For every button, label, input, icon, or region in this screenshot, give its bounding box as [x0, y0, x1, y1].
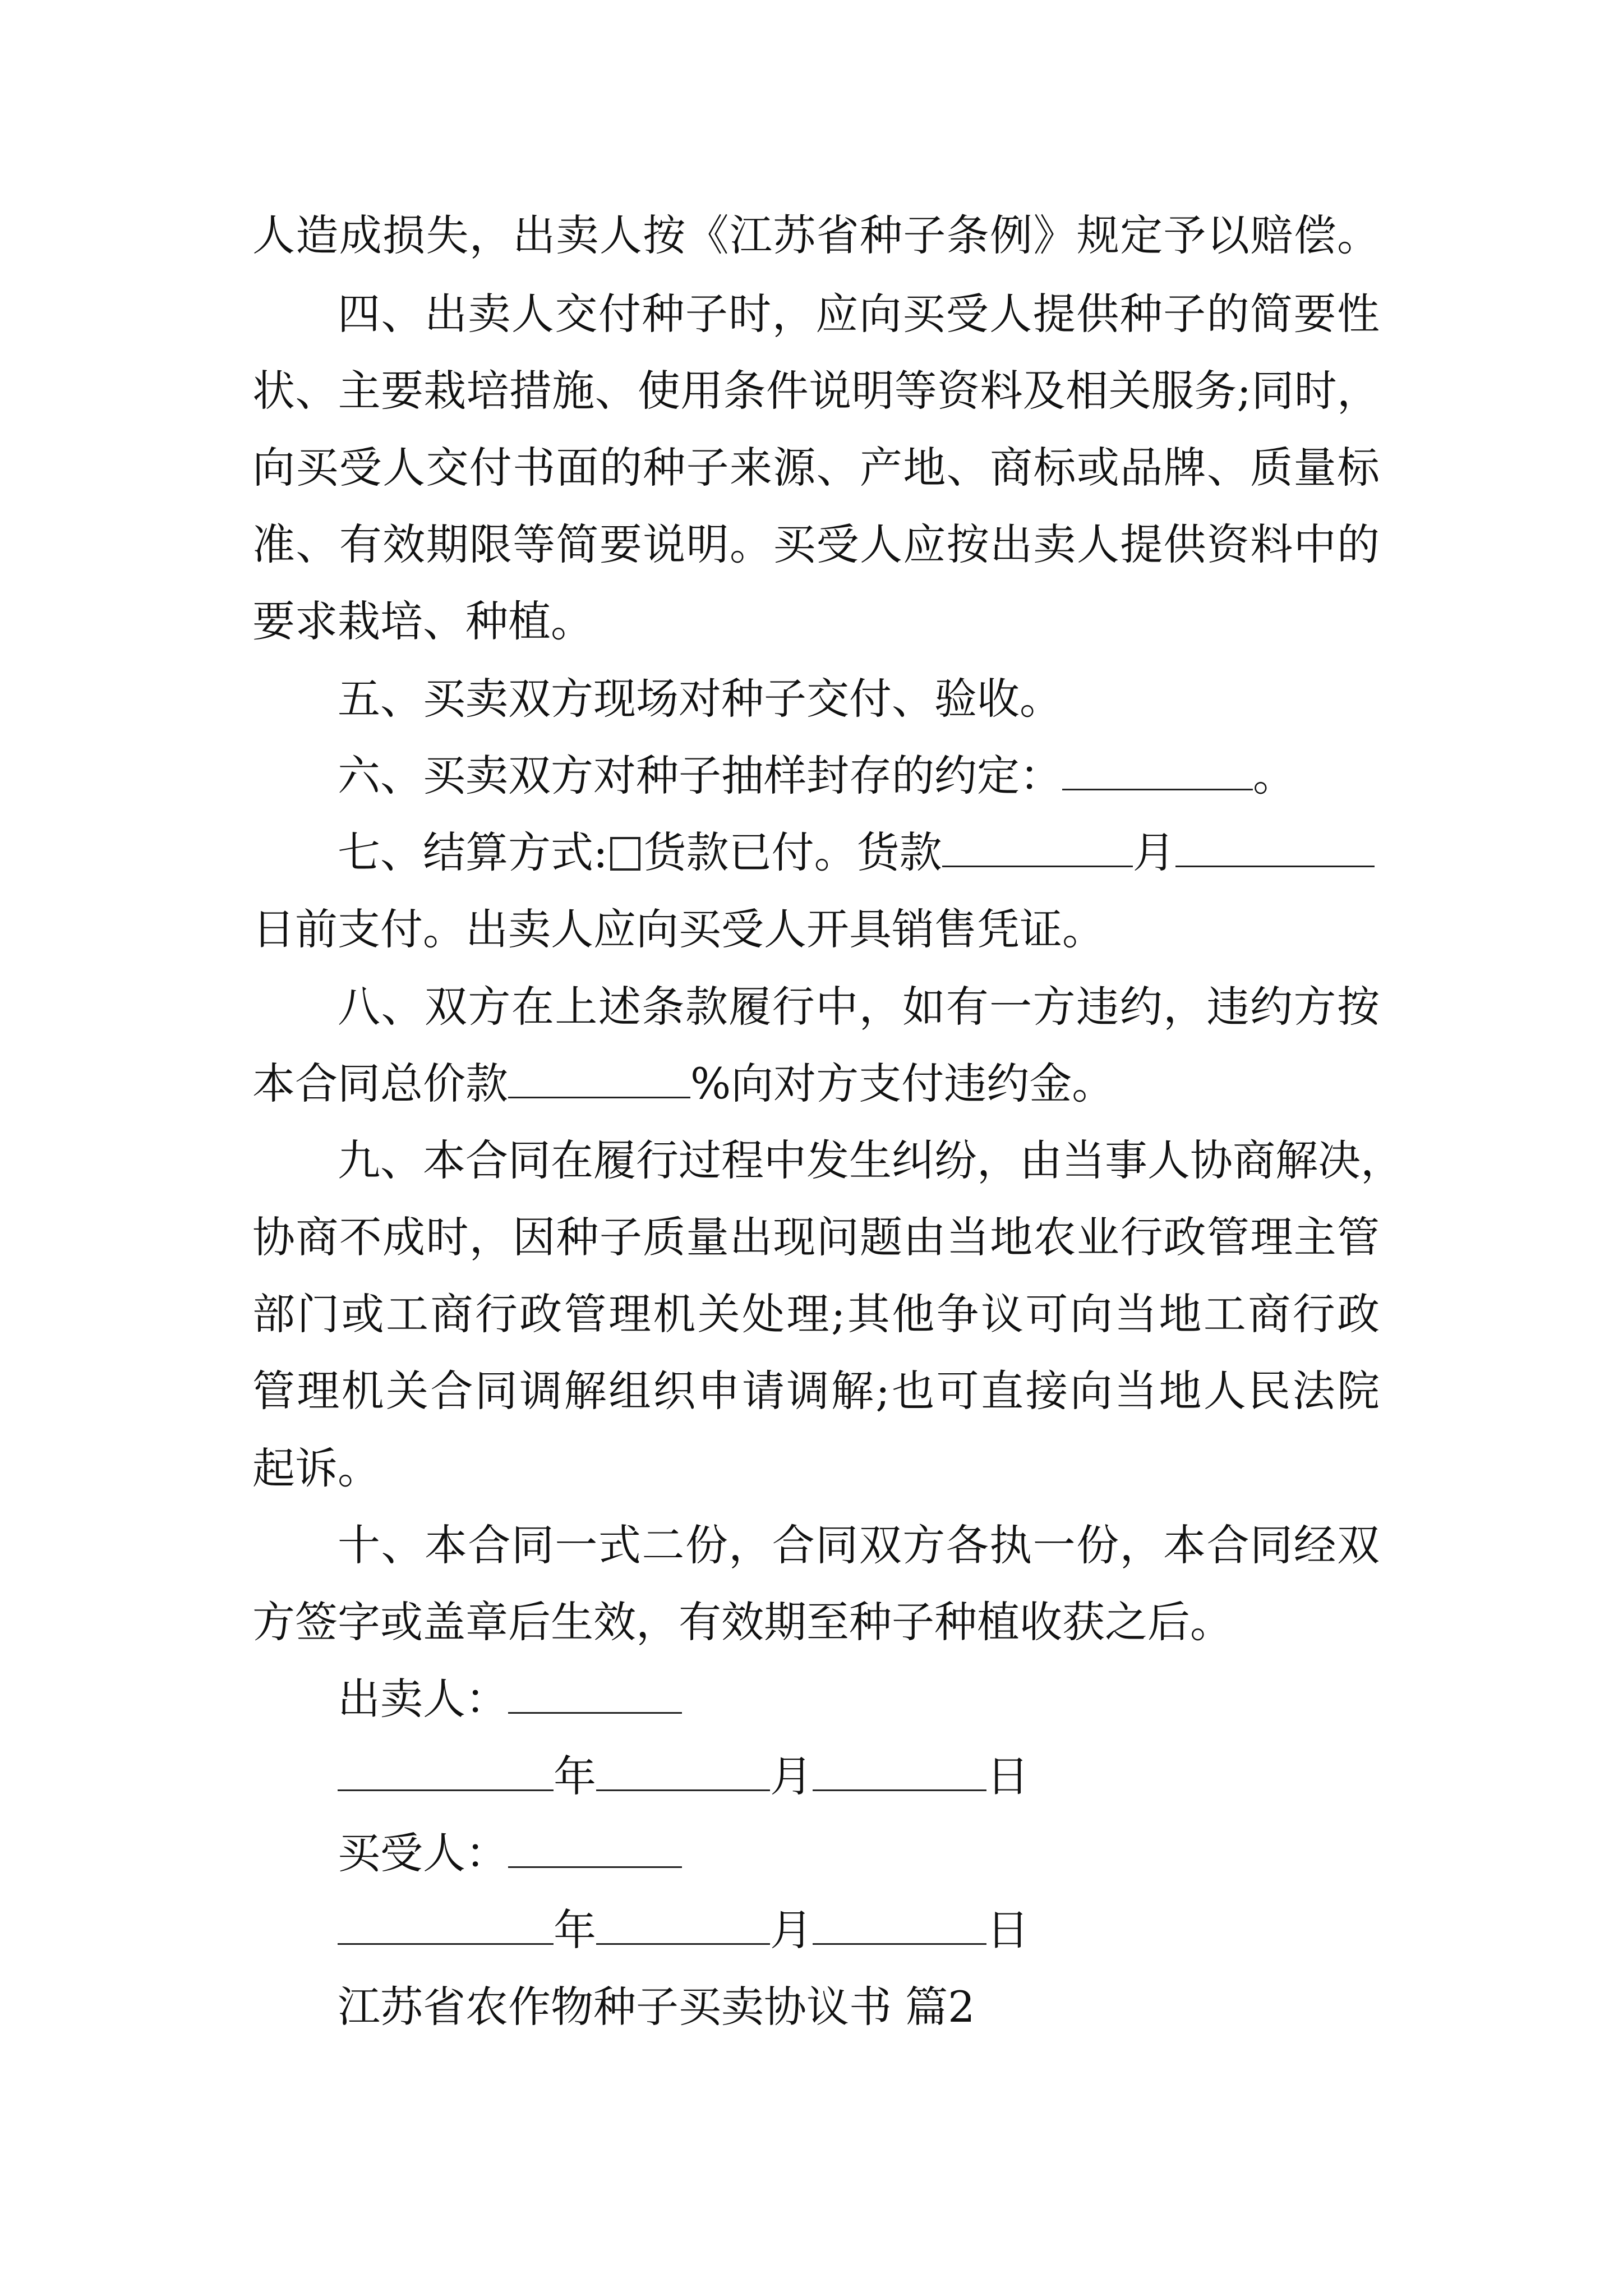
- clause-7-label: 七、结算方式:: [338, 827, 608, 877]
- paragraph-line: 起诉。: [252, 1443, 380, 1493]
- paragraph-line: 协商不成时，因种子质量出现问题由当地农业行政管理主管: [252, 1212, 1380, 1262]
- paragraph-line: 方签字或盖章后生效，有效期至种子种植收获之后。: [252, 1597, 1233, 1647]
- sealing-agreement-blank[interactable]: [1062, 745, 1253, 790]
- seller-year-blank[interactable]: [338, 1746, 554, 1791]
- clause-10-line: 十、本合同一式二份，合同双方各执一份，本合同经双: [338, 1520, 1380, 1570]
- clause-7-line: [338, 819, 1375, 886]
- clause-4-line: 四、出卖人交付种子时，应向买受人提供种子的简要性: [338, 289, 1380, 339]
- paragraph-line: 部门或工商行政管理机关处理;其他争议可向当地工商行政: [252, 1289, 1380, 1339]
- clause-6-end: 。: [1253, 751, 1295, 800]
- payment-month-blank[interactable]: [942, 822, 1133, 867]
- clause-9-line: 九、本合同在履行过程中发生纠纷，由当事人协商解决，: [338, 1135, 1403, 1185]
- clause-6-text: 六、买卖双方对种子抽样封存的约定：: [338, 751, 1062, 800]
- buyer-month-blank[interactable]: [596, 1899, 770, 1945]
- day-label: 日: [986, 1751, 1029, 1801]
- seller-month-blank[interactable]: [596, 1746, 770, 1791]
- buyer-date-line: [338, 1897, 1029, 1964]
- seller-day-blank[interactable]: [813, 1746, 986, 1791]
- seller-label: 出卖人：: [338, 1674, 508, 1724]
- paragraph-line: 准、有效期限等简要说明。买受人应按出卖人提供资料中的: [252, 519, 1380, 569]
- paragraph-line: 状、主要栽培措施、使用条件说明等资料及相关服务;同时，: [252, 366, 1380, 416]
- clause-8-before: 本合同总价款: [252, 1059, 508, 1108]
- month-label: 月: [770, 1751, 813, 1801]
- paragraph-line: 要求栽培、种植。: [252, 596, 593, 646]
- payment-day-blank[interactable]: [1175, 822, 1375, 867]
- year-label: 年: [554, 1905, 596, 1955]
- clause-5-line: 五、买卖双方现场对种子交付、验收。: [338, 674, 1062, 724]
- paragraph-line: 日前支付。出卖人应向买受人开具销售凭证。: [252, 904, 1105, 954]
- seller-date-line: [338, 1743, 1029, 1810]
- year-label: 年: [554, 1751, 596, 1801]
- clause-8-tail-line: [252, 1050, 1114, 1117]
- buyer-year-blank[interactable]: [338, 1899, 554, 1945]
- paragraph-line: 人造成损失，出卖人按《江苏省种子条例》规定予以赔偿。: [252, 210, 1380, 260]
- seller-signature-line: [338, 1665, 682, 1733]
- clause-8-line: 八、双方在上述条款履行中，如有一方违约，违约方按: [338, 982, 1380, 1032]
- payment-checkbox[interactable]: [610, 837, 640, 871]
- paragraph-line: 管理机关合同调解组织申请调解;也可直接向当地人民法院: [252, 1366, 1380, 1416]
- buyer-signature-line: [338, 1820, 682, 1887]
- penalty-percent-blank[interactable]: [508, 1053, 690, 1098]
- clause-6-line: [338, 742, 1295, 809]
- buyer-day-blank[interactable]: [813, 1899, 986, 1945]
- clause-7-paid: 货款已付。货款: [643, 827, 942, 877]
- seller-name-blank[interactable]: [508, 1668, 682, 1714]
- day-label: 日: [986, 1905, 1029, 1955]
- buyer-name-blank[interactable]: [508, 1823, 682, 1868]
- month-label: 月: [770, 1905, 813, 1955]
- clause-7-month: 月: [1132, 827, 1175, 877]
- paragraph-line: 向买受人交付书面的种子来源、产地、商标或品牌、质量标: [252, 443, 1380, 493]
- next-section-heading: 江苏省农作物种子买卖协议书 篇2: [338, 1982, 975, 2032]
- clause-8-after: %向对方支付违约金。: [690, 1059, 1115, 1108]
- buyer-label: 买受人：: [338, 1828, 508, 1878]
